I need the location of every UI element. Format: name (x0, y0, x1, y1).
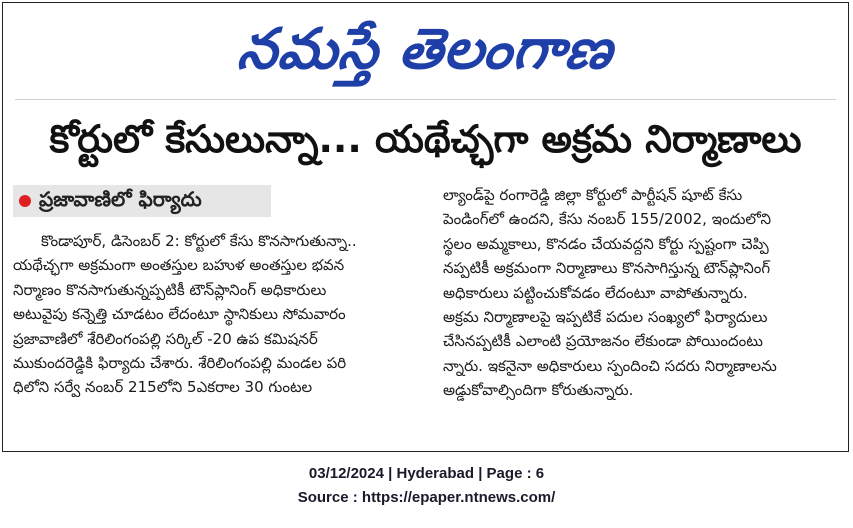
article-column-right (443, 183, 843, 403)
body-line: నిర్మాణం కొనసాగుతున్నప్పటికీ టౌన్‌ప్లానింగ్ అధికారులు (13, 280, 327, 299)
body-line: న్నారు. ఇకనైనా అధికారులు స్పందించి సదరు నిర్మాణాలను (443, 356, 777, 375)
body-line: అడ్డుకోవాల్సిందిగా కోరుతున్నారు. (443, 381, 634, 400)
masthead-logo-text: నమస్తే తెలంగాణ (234, 17, 617, 82)
body-line: నప్పటికీ అక్రమంగా నిర్మాణాలు కొనసాగిస్తున్న టౌన్‌ప్లానింగ్ (443, 259, 771, 278)
section-tag (13, 185, 271, 217)
body-line: చేసినప్పటికీ ఎలాంటి ప్రయోజనం లేకుండా పోయిందంటు (443, 332, 763, 351)
body-line: ధిలోని సర్వే నంబర్ 215లోని 5ఎకరాల 30 గుంటల (13, 378, 313, 397)
body-line: స్థలం అమ్మకాలు, కొనడం చేయవద్దని కోర్టు స్పష్టంగా చెప్పి (443, 234, 769, 253)
masthead-divider (15, 99, 836, 100)
bullet-dot-icon (19, 195, 31, 207)
body-line: ప్రజావాణిలో శేరిలింగంపల్లి సర్కిల్ -20 ఉప కమిషనర్ (13, 329, 318, 348)
newspaper-masthead (3, 7, 848, 93)
body-line: యథేచ్ఛగా అక్రమంగా అంతస్తుల బహుళ అంతస్తుల భవన (13, 256, 345, 275)
body-line: అటువైపు కన్నెత్తి చూడటం లేదంటూ స్థానికులు సోమవారం (13, 305, 346, 324)
section-tag-label: ప్రజావాణిలో ఫిర్యాదు (39, 186, 202, 211)
body-line: అక్రమ నిర్మాణాలపై ఇప్పటికే పదుల సంఖ్యలో ఫిర్యాదులు (443, 308, 768, 327)
body-line: అధికారులు పట్టించుకోవడం లేదంటూ వాపోతున్నారు. (443, 283, 748, 302)
article-column-left (13, 229, 425, 400)
body-line: ముకుందరెడ్డికి ఫిర్యాదు చేశారు. శేరిలింగంపల్లి మండల పరి (13, 354, 347, 373)
body-line: పెండింగ్‌లో ఉందని, కేసు నంబర్ 155/2002, ఇందులోని (443, 210, 772, 229)
body-line: కొండాపూర్, డిసెంబర్ 2: కోర్టులో కేసు కొనసాగుతున్నా.. (41, 232, 357, 250)
clipping-frame (2, 2, 849, 452)
edition-info: 03/12/2024 | Hyderabad | Page : 6 (308, 465, 545, 482)
article-headline: కోర్టులో కేసులున్నా... యథేచ్ఛగా అక్రమ నిర్మాణాలు (49, 117, 802, 161)
source-link[interactable]: Source : https://epaper.ntnews.com/ (297, 489, 556, 506)
body-line: ల్యాండ్‌పై రంగారెడ్డి జిల్లా కోర్టులో పార్టీషన్ షూట్ కేసు (443, 186, 743, 204)
